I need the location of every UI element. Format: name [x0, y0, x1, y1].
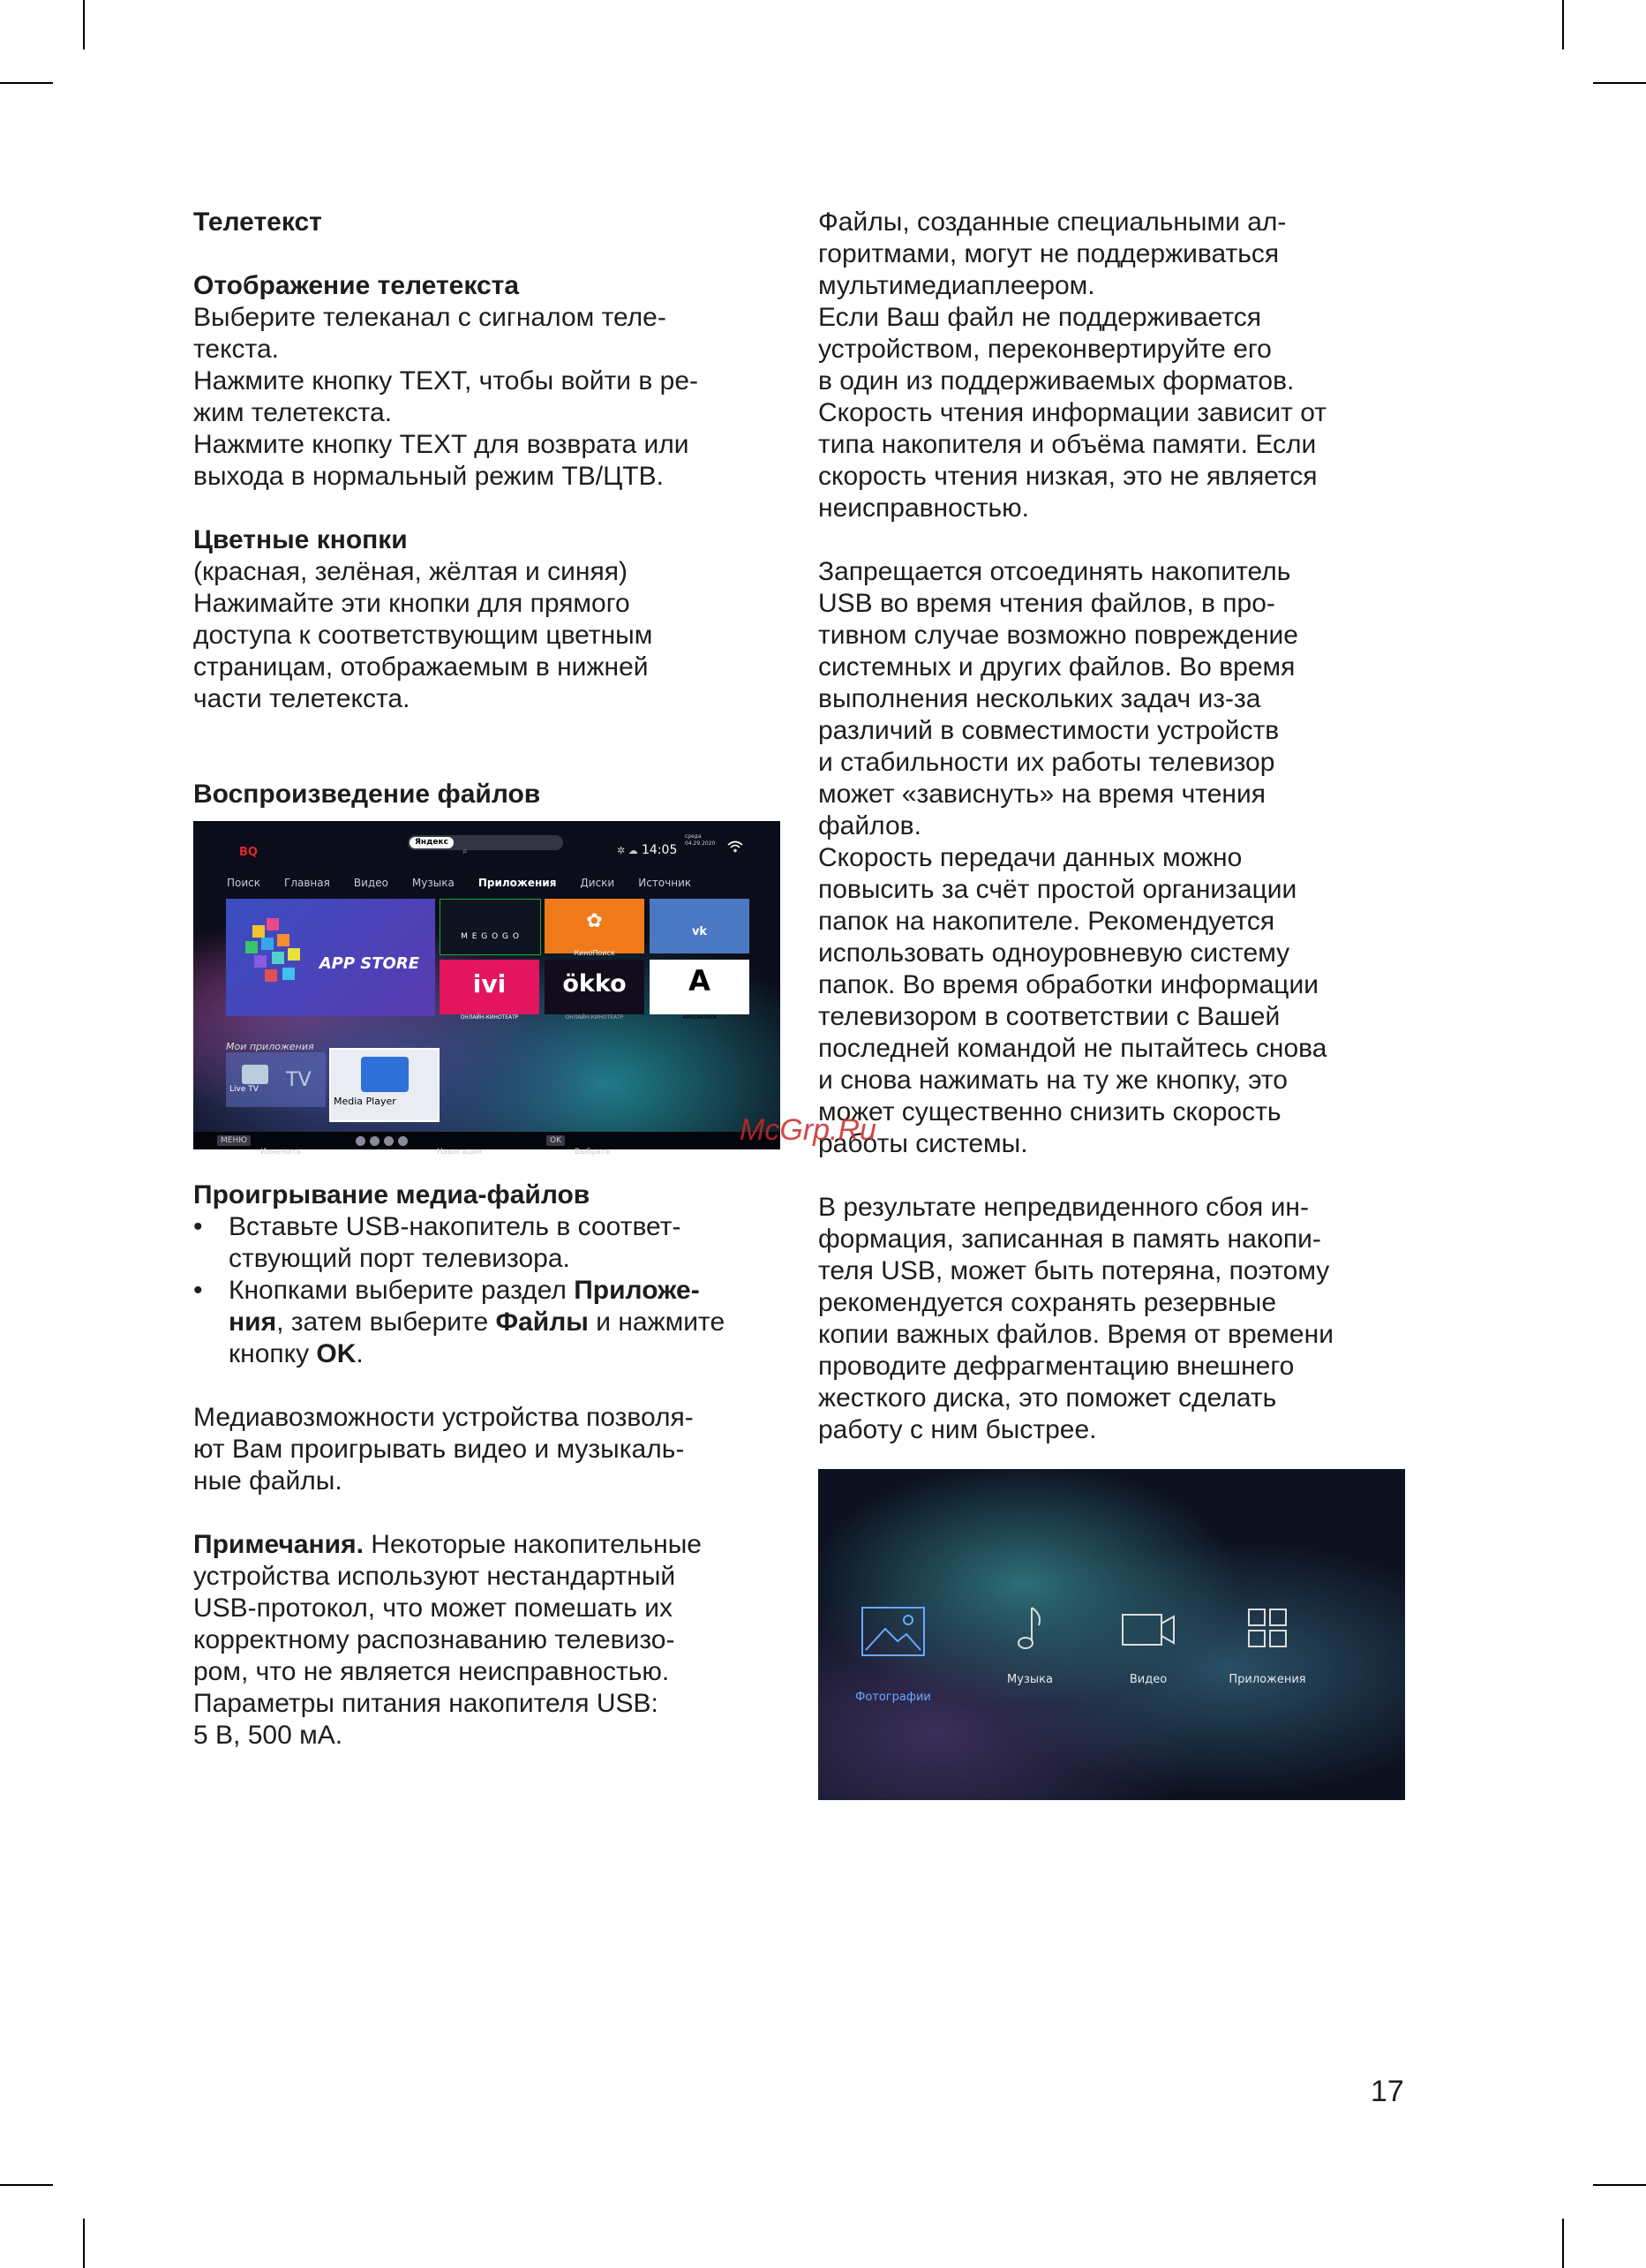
media-item-photos[interactable]: [836, 1606, 951, 1714]
text-line: страницам, отображаемым в нижней: [193, 652, 649, 682]
text-line: формация, записанная в память накопи-: [818, 1224, 1321, 1254]
text-line: Если Ваш файл не поддерживается: [818, 303, 1262, 332]
menu-item-video[interactable]: Видео: [353, 877, 388, 889]
apps-grid-icon: [1245, 1606, 1289, 1652]
media-player-tile[interactable]: [329, 1048, 440, 1122]
music-note-icon: [1012, 1606, 1048, 1652]
app-store-tile[interactable]: [226, 899, 435, 1016]
music-label: Музыка: [1007, 1673, 1053, 1686]
megogo-tile[interactable]: M E G O G O: [440, 899, 541, 955]
tv-label: TV: [286, 1069, 312, 1091]
text-line: различий в совместимости устройств: [818, 716, 1280, 745]
search-brand: Яндекс: [410, 837, 454, 848]
text-line: Нажимайте эти кнопки для прямого: [193, 589, 630, 618]
media-item-video[interactable]: [1091, 1606, 1206, 1696]
text-line: тивном случае возможно повреждение: [818, 621, 1298, 650]
text-line: жесткого диска, это поможет сделать: [818, 1383, 1277, 1413]
text-line: устройством, переконвертируйте его: [818, 335, 1272, 364]
media-player-label: Media Player: [334, 1096, 396, 1107]
text-line: рекомендуется сохранять резервные: [818, 1288, 1277, 1317]
text-line: жим телетекста.: [193, 398, 393, 427]
text-key: TEXT: [399, 366, 465, 396]
search-icon: ⌕: [462, 847, 468, 856]
tv-home-screenshot: [193, 821, 780, 1157]
live-tv-label: Live TV: [229, 1085, 259, 1094]
text-key: TEXT: [399, 430, 467, 459]
ivi-tile[interactable]: ivi ОНЛАЙН-КИНОТЕАТР: [440, 960, 539, 1014]
text-line: в один из поддерживаемых форматов.: [818, 366, 1295, 396]
crop-mark: [1593, 2184, 1646, 2186]
text-line: 5 В, 500 мА.: [193, 1721, 343, 1750]
text-line: работу с ним быстрее.: [818, 1415, 1097, 1444]
nav-left-icon: [384, 1136, 394, 1146]
video-label: Видео: [1129, 1673, 1168, 1686]
text-line: Скорость чтения информации зависит от: [818, 398, 1327, 427]
my-apps-label: Мои приложения: [226, 1041, 314, 1052]
nav-down-icon: [370, 1136, 380, 1146]
menu-key: МЕНЮ: [217, 1135, 251, 1146]
text-line: теля USB, может быть потеряна, поэтому: [818, 1256, 1330, 1285]
search-bar[interactable]: [408, 835, 563, 856]
nav-up-icon: [356, 1136, 365, 1146]
vk-tile[interactable]: vk: [650, 899, 749, 953]
menu-item-home[interactable]: Главная: [284, 877, 330, 889]
text-line: файлов.: [818, 811, 921, 840]
text-line: типа накопителя и объёма памяти. Если: [818, 430, 1317, 459]
right-column: [818, 207, 1405, 1800]
wifi-icon: [727, 833, 743, 865]
crop-mark: [0, 2184, 53, 2186]
text-line: Нажмите кнопку TEXT для возврата или: [193, 430, 689, 459]
page-number: 17: [1371, 2075, 1404, 2108]
text-line: скорость чтения низкая, это не является: [818, 462, 1318, 491]
date: среда 04.29.2020: [685, 833, 716, 847]
crop-mark: [0, 82, 53, 84]
text-line: корректному распознаванию телевизо-: [193, 1625, 675, 1654]
text-line: системных и других файлов. Во время: [818, 652, 1296, 682]
text-line: может существенно снизить скорость: [818, 1097, 1281, 1126]
text-line: Файлы, созданные специальными ал-: [818, 207, 1287, 237]
left-column: [193, 207, 780, 1752]
menu-item-apps[interactable]: Приложения: [477, 877, 557, 889]
text-line: части телетекста.: [193, 684, 410, 713]
text-line: последней командой не пытайтесь снова: [818, 1034, 1327, 1063]
text-line: использовать одноуровневую систему: [818, 938, 1290, 968]
nav-right-icon: [398, 1136, 408, 1146]
menu-item-source[interactable]: Источник: [638, 877, 692, 889]
text-line: USB во время чтения файлов, в про-: [818, 589, 1275, 618]
apps-label: Приложения: [1229, 1673, 1306, 1686]
media-heading: Проигрывание медиа-файлов: [193, 1180, 590, 1209]
text-line: (красная, зелёная, жёлтая и синяя): [193, 557, 628, 586]
video-camera-icon: [1121, 1606, 1176, 1652]
text-line: Запрещается отсоединять накопитель: [818, 557, 1291, 586]
hint-bar: МЕНЮ Изменить Навигация OK Выбрать: [193, 1132, 780, 1149]
text-line: повысить за счёт простой организации: [818, 875, 1297, 904]
text-line: мультимедиаплеером.: [818, 271, 1095, 300]
text-line: выхода в нормальный режим ТВ/ЦТВ.: [193, 462, 664, 491]
text-line: телевизором в соответствии с Вашей: [818, 1002, 1281, 1031]
crop-mark: [1562, 0, 1564, 49]
text-line: ром, что не является неисправностью.: [193, 1657, 670, 1686]
text-line: копии важных файлов. Время от времени: [818, 1320, 1334, 1349]
steps-list: [193, 1211, 780, 1370]
text-line: текста.: [193, 335, 279, 364]
text-line: ные файлы.: [193, 1466, 342, 1496]
crop-mark: [83, 0, 85, 49]
live-tv-tile[interactable]: [226, 1052, 326, 1107]
menu-item-disks[interactable]: Диски: [580, 877, 615, 889]
okko-tile[interactable]: ökko ОНЛАЙН-КИНОТЕАТР: [545, 960, 644, 1014]
clock: 14:05: [642, 843, 678, 857]
playback-heading: Воспроизведение файлов: [193, 780, 541, 809]
text-line: Нажмите кнопку TEXT, чтобы войти в ре-: [193, 366, 698, 396]
text-line: может «зависнуть» на время чтения: [818, 780, 1266, 809]
text-line: горитмами, могут не поддерживаться: [818, 239, 1280, 268]
crop-mark: [1593, 82, 1646, 84]
menu-item-music[interactable]: Музыка: [411, 877, 455, 889]
watermark: McGrp.Ru: [740, 1113, 876, 1147]
list-item: • Кнопками выберите раздел Приложе- ния, затем выберите Файлы и нажмите кнопку OK.: [193, 1275, 780, 1370]
teletext-heading: Телетекст: [193, 207, 322, 237]
text-line: и стабильности их работы телевизор: [818, 748, 1275, 777]
kinopoisk-tile[interactable]: ✿ КиноПоиск: [545, 899, 644, 953]
amediateka-tile[interactable]: A AMEDIATEKA: [650, 960, 749, 1014]
text-line: USB-протокол, что может помешать их: [193, 1594, 673, 1623]
text-line: папок на накопителе. Рекомендуется: [818, 907, 1275, 936]
text-line: Выберите телеканал с сигналом теле-: [193, 303, 666, 332]
photo-icon: [861, 1606, 926, 1657]
menu-item-search[interactable]: Поиск: [227, 877, 261, 889]
text-line: проводите дефрагментацию внешнего: [818, 1352, 1295, 1381]
text-line: выполнения нескольких задач из-за: [818, 684, 1261, 713]
text-line: папок. Во время обработки информации: [818, 970, 1319, 999]
tv-media-screenshot: [818, 1469, 1405, 1800]
crop-mark: [83, 2219, 85, 2268]
text-line: В результате непредвиденного сбоя ин-: [818, 1193, 1309, 1222]
text-line: и снова нажимать на ту же кнопку, это: [818, 1066, 1288, 1095]
text-line: Медиавозможности устройства позволя-: [193, 1403, 694, 1432]
list-item: • Вставьте USB-накопитель в соответ- ствующий порт телевизора.: [193, 1211, 780, 1275]
notes-line: Примечания. Некоторые накопительные: [193, 1530, 702, 1559]
app-store-label: APP STORE: [319, 954, 419, 973]
text-line: доступа к соответствующим цветным: [193, 621, 653, 650]
crop-mark: [1562, 2219, 1564, 2268]
ok-key: OK: [546, 1135, 565, 1146]
brand-logo: BQ: [239, 846, 258, 859]
media-item-music[interactable]: [973, 1606, 1087, 1696]
settings-icon[interactable]: ✲ ☁: [617, 845, 638, 856]
text-line: неисправностью.: [818, 494, 1030, 523]
color-buttons-heading: Цветные кнопки: [193, 525, 408, 554]
text-line: ют Вам проигрывать видео и музыкаль-: [193, 1435, 685, 1464]
text-line: Параметры питания накопителя USB:: [193, 1689, 658, 1718]
text-line: работы системы.: [818, 1129, 1028, 1158]
text-line: Скорость передачи данных можно: [818, 843, 1243, 872]
media-item-apps[interactable]: [1210, 1606, 1325, 1696]
tv-menu: [227, 867, 771, 899]
text-line: устройства используют нестандартный: [193, 1562, 676, 1591]
photos-label: Фотографии: [855, 1691, 931, 1704]
display-heading: Отображение телетекста: [193, 271, 520, 300]
